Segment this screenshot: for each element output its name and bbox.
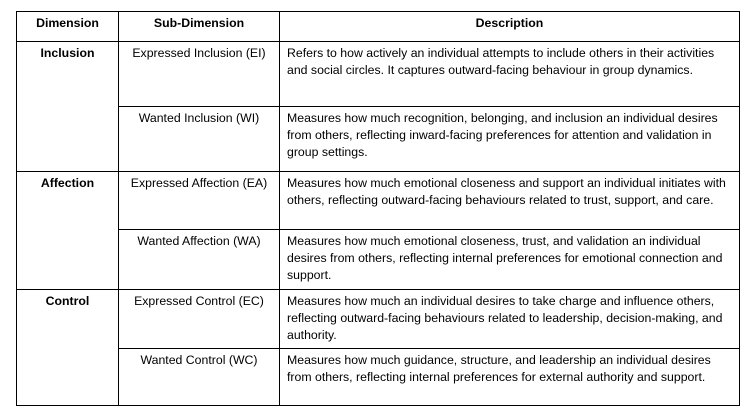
table-row — [17, 230, 740, 290]
table-row — [17, 42, 740, 107]
sub-dimension-cell: Wanted Affection (WA) — [119, 230, 280, 290]
sub-dimension-cell: Wanted Control (WC) — [119, 349, 280, 406]
table-row — [17, 349, 740, 406]
sub-dimension-cell: Wanted Inclusion (WI) — [119, 107, 280, 172]
sub-dimension-cell: Expressed Inclusion (EI) — [119, 42, 280, 107]
dimension-inclusion: Inclusion — [17, 42, 119, 172]
dimensions-table — [16, 11, 740, 406]
header-row — [17, 12, 740, 42]
description-cell: Measures how much emotional closeness and support an individual initiates with others, reflecting outward-facing behaviours related to trust, support, and care. — [280, 172, 740, 230]
table-row — [17, 107, 740, 172]
description-cell: Refers to how actively an individual attempts to include others in their activities and social circles. It captures outward-facing behaviour in group dynamics. — [280, 42, 740, 107]
sub-dimension-cell: Expressed Affection (EA) — [119, 172, 280, 230]
dimension-control: Control — [17, 289, 119, 406]
description-cell: Measures how much emotional closeness, trust, and validation an individual desires from others, reflecting internal preferences for emotional connection and support. — [280, 230, 740, 290]
sub-dimension-cell: Expressed Control (EC) — [119, 289, 280, 349]
header-sub-dimension: Sub-Dimension — [119, 12, 280, 42]
table-row — [17, 289, 740, 349]
header-dimension: Dimension — [17, 12, 119, 42]
description-cell: Measures how much guidance, structure, and leadership an individual desires from others, reflecting internal preferences for external authority and support. — [280, 349, 740, 406]
dimension-affection: Affection — [17, 172, 119, 290]
description-cell: Measures how much recognition, belonging, and inclusion an individual desires from others, reflecting inward-facing preferences for attention and validation in group settings. — [280, 107, 740, 172]
table-container — [16, 11, 739, 406]
table-row — [17, 172, 740, 230]
header-description: Description — [280, 12, 740, 42]
description-cell: Measures how much an individual desires to take charge and influence others, reflecting outward-facing behaviours related to leadership, decision-making, and authority. — [280, 289, 740, 349]
